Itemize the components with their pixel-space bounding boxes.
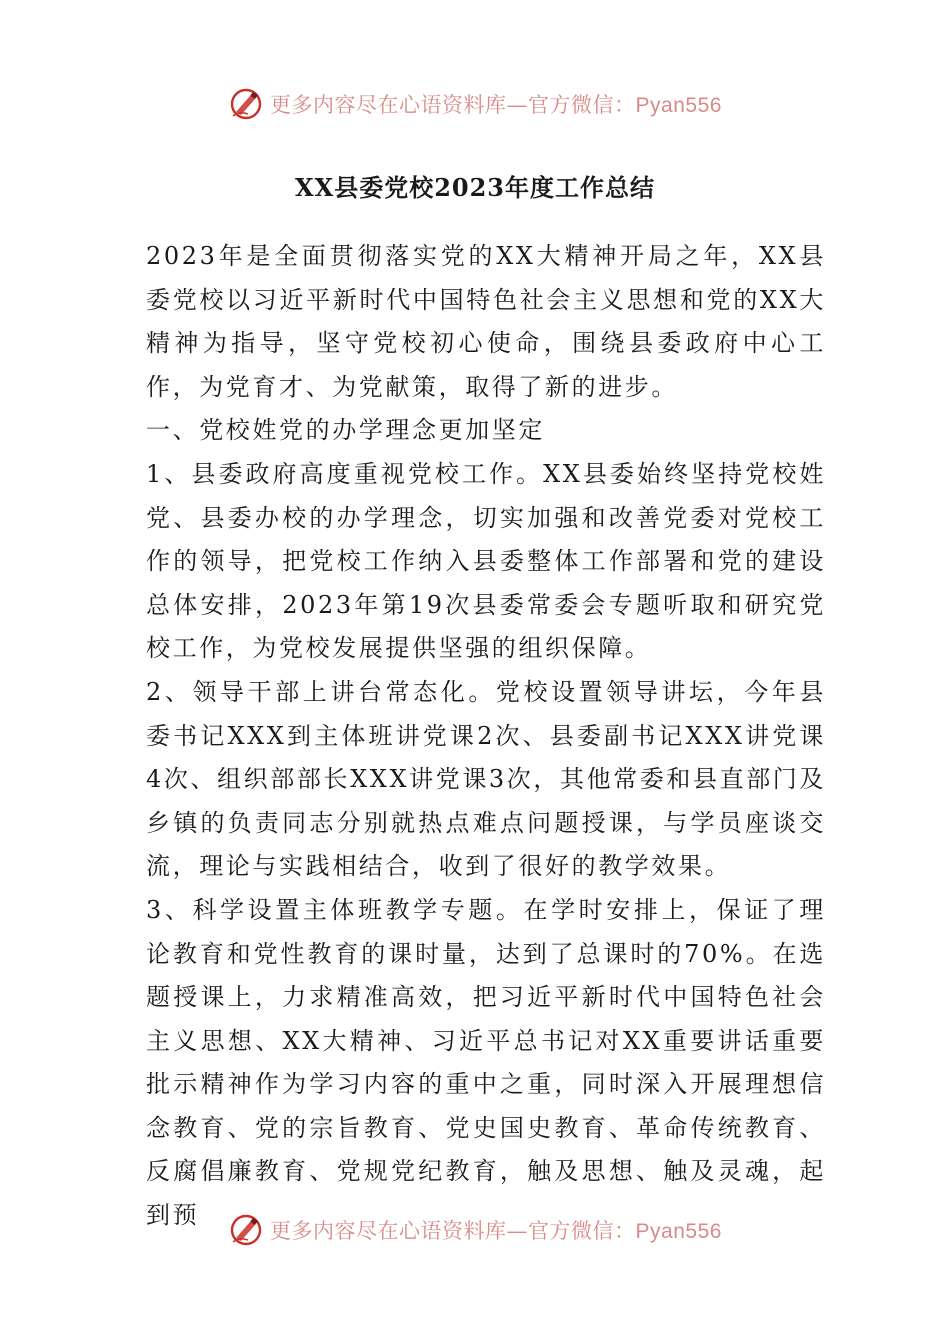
watermark-handle: Pyan556: [635, 1220, 722, 1243]
section-heading-1: 一、党校姓党的办学理念更加坚定: [146, 416, 545, 445]
paragraph-item-1: 1、县委政府高度重视党校工作。XX县委始终坚持党校姓党、县委办校的办学理念，切实加强和改善党委对党校工作的领导，把党校工作纳入县委整体工作部署和党的建设总体安排，2023年第19次县委常委会专题听取和研究党校工作，为党校发展提供坚强的组织保障。: [146, 459, 826, 663]
header-watermark: [0, 84, 950, 124]
footer-watermark: [0, 1210, 950, 1250]
paragraph-item-3: 3、科学设置主体班教学专题。在学时安排上，保证了理论教育和党性教育的课时量，达到了总课时的70%。在选题授课上，力求精准高效，把习近平新时代中国特色社会主义思想、XX大精神、习近平总书记对XX重要讲话重要批示精神作为学习内容的重中之重，同时深入开展理想信念教育、党的宗旨教育、党史国史教育、革命传统教育、反腐倡廉教育、党规党纪教育，触及思想、触及灵魂，起到预: [146, 895, 826, 1230]
watermark-text: [270, 89, 722, 119]
watermark-label: 更多内容尽在心语资料库—官方微信：: [270, 1219, 636, 1243]
paragraph-item-2: 2、领导干部上讲台常态化。党校设置领导讲坛，今年县委书记XXX到主体班讲党课2次、县委副书记XXX讲党课4次、组织部部长XXX讲党课3次，其他常委和县直部门及乡镇的负责同志分别就热点难点问题授课，与学员座谈交流，理论与实践相结合，收到了很好的教学效果。: [146, 677, 826, 881]
paragraph-intro: 2023年是全面贯彻落实党的XX大精神开局之年，XX县委党校以习近平新时代中国特色社会主义思想和党的XX大精神为指导，坚守党校初心使命，围绕县委政府中心工作，为党育才、为党献策，取得了新的进步。: [146, 242, 826, 401]
watermark-label: 更多内容尽在心语资料库—官方微信：: [270, 93, 636, 117]
pen-circle-logo-icon: [228, 1212, 264, 1248]
document-body: [146, 235, 826, 1238]
watermark-handle: Pyan556: [635, 94, 722, 117]
pen-circle-logo-icon: [228, 86, 264, 122]
watermark-text: [270, 1215, 722, 1245]
document-title: XX县委党校2023年度工作总结: [294, 173, 656, 202]
